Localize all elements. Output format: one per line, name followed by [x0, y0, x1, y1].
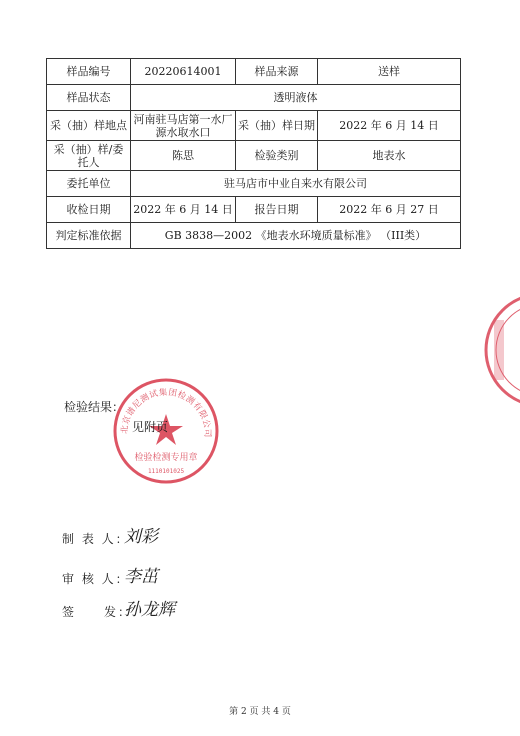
sample-id-value: 20220614001	[131, 59, 236, 85]
reviewer-role: 审 核 人：	[62, 572, 130, 586]
sample-state-value: 透明液体	[131, 85, 461, 111]
results-label: 检验结果：	[64, 400, 125, 414]
test-type-value: 地表水	[318, 141, 461, 171]
table-row	[47, 85, 461, 111]
table-row	[47, 59, 461, 85]
table-row	[47, 197, 461, 223]
issuer-signature: 孙龙辉	[124, 600, 175, 620]
table-row	[47, 171, 461, 197]
table-row	[47, 111, 461, 141]
page-number: 第 2 页 共 4 页	[229, 707, 291, 717]
sample-source-value: 送样	[318, 59, 461, 85]
preparer-role: 制 表 人：	[62, 532, 130, 546]
receipt-date-label: 收检日期	[47, 197, 131, 223]
standard-label: 判定标准依据	[47, 223, 131, 249]
preparer-signature: 刘彩	[124, 527, 158, 547]
test-type-label: 检验类别	[236, 141, 318, 171]
sampling-date-label: 采（抽）样日期	[236, 111, 318, 141]
client-value: 驻马店市中业自来水有限公司	[131, 171, 461, 197]
results-value: 见附页	[132, 420, 169, 434]
sampling-location-label: 采（抽）样地点	[47, 111, 131, 141]
signature-row-reviewer	[62, 567, 158, 587]
svg-text:检验检测专用章: 检验检测专用章	[134, 453, 198, 463]
table-row	[47, 141, 461, 171]
sample-state-label: 样品状态	[47, 85, 131, 111]
edge-seal-fragment	[480, 290, 520, 410]
sampler-label: 采（抽）样/委托人	[47, 141, 131, 171]
report-date-value: 2022 年 6 月 27 日	[318, 197, 461, 223]
sample-info-table	[46, 58, 461, 249]
sampling-date-value: 2022 年 6 月 14 日	[318, 111, 461, 141]
signature-row-preparer	[62, 527, 158, 547]
signature-row-issuer	[62, 600, 175, 620]
standard-value: GB 3838—2002 《地表水环境质量标准》 （III类）	[131, 223, 461, 249]
sampler-value: 陈思	[131, 141, 236, 171]
svg-text:北京谱尼测试集团检测有限公司: 北京谱尼测试集团检测有限公司	[119, 387, 213, 438]
sample-id-label: 样品编号	[47, 59, 131, 85]
sampling-location-value: 河南驻马店第一水厂源水取水口	[131, 111, 236, 141]
report-date-label: 报告日期	[236, 197, 318, 223]
receipt-date-value: 2022 年 6 月 14 日	[131, 197, 236, 223]
reviewer-signature: 李茁	[124, 567, 158, 587]
svg-text:1110101025: 1110101025	[147, 468, 185, 475]
client-label: 委托单位	[47, 171, 131, 197]
table-row	[47, 223, 461, 249]
issuer-role: 签 发：	[62, 605, 133, 619]
sample-source-label: 样品来源	[236, 59, 318, 85]
